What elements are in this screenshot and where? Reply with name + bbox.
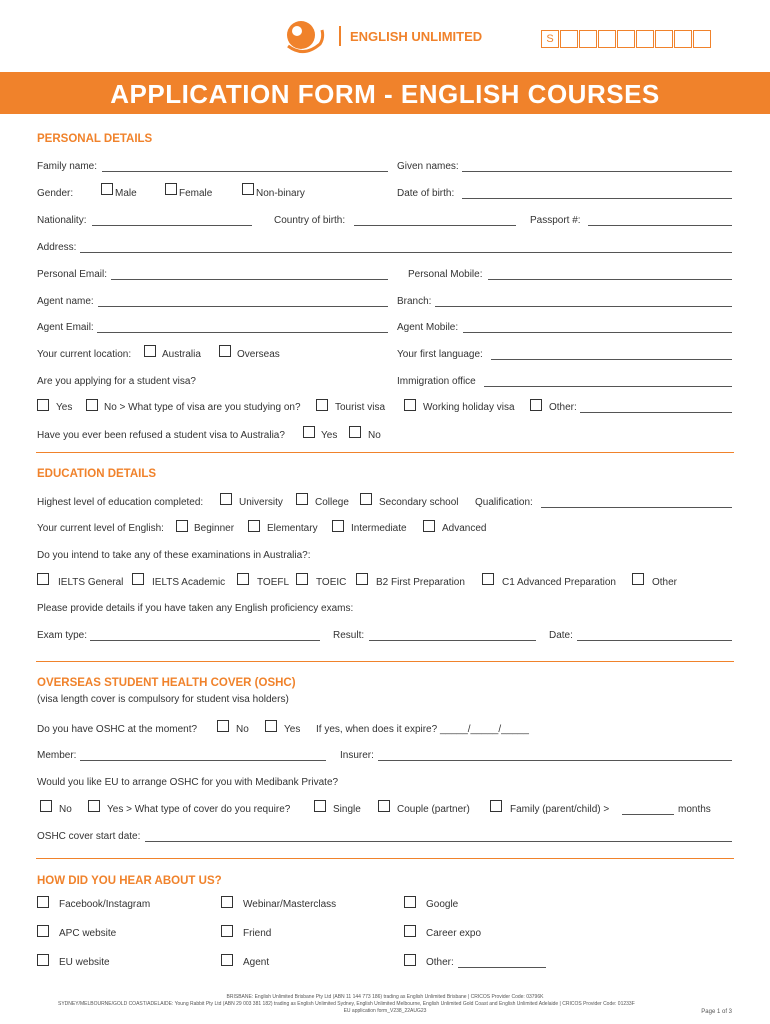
exam-type-label: Exam type: <box>37 630 88 641</box>
education-college-checkbox[interactable] <box>296 493 308 505</box>
hear-friend-checkbox[interactable] <box>221 925 233 937</box>
agent-email-field[interactable] <box>97 332 388 333</box>
mobile-label: Personal Mobile: <box>408 269 483 280</box>
mobile-field[interactable] <box>488 279 732 280</box>
student-id-box[interactable] <box>636 30 654 48</box>
hear-google-label: Google <box>426 899 459 910</box>
exam-toeic-checkbox[interactable] <box>296 573 308 585</box>
hear-webinar-checkbox[interactable] <box>221 896 233 908</box>
level-beginner-label: Beginner <box>194 523 235 534</box>
country-birth-label: Country of birth: <box>274 215 346 226</box>
title-banner <box>0 72 770 114</box>
months-field[interactable] <box>622 814 674 815</box>
hear-expo-checkbox[interactable] <box>404 925 416 937</box>
working-holiday-label: Working holiday visa <box>423 402 515 413</box>
hear-other-field[interactable] <box>458 967 546 968</box>
passport-field[interactable] <box>588 225 732 226</box>
email-label: Personal Email: <box>37 269 108 280</box>
hear-apc-label: APC website <box>59 928 117 939</box>
result-field[interactable] <box>369 640 536 641</box>
exam-b2-checkbox[interactable] <box>356 573 368 585</box>
visa-no-checkbox[interactable] <box>86 399 98 411</box>
hear-expo-label: Career expo <box>426 928 482 939</box>
immigration-field[interactable] <box>484 386 732 387</box>
visa-other-checkbox[interactable] <box>530 399 542 411</box>
level-advanced-label: Advanced <box>442 523 487 534</box>
agent-mobile-field[interactable] <box>463 332 732 333</box>
level-intermediate-checkbox[interactable] <box>332 520 344 532</box>
hear-other-label: Other: <box>426 957 454 968</box>
insurer-field[interactable] <box>378 760 732 761</box>
exam-other-checkbox[interactable] <box>632 573 644 585</box>
location-overseas-checkbox[interactable] <box>219 345 231 357</box>
exam-other-label: Other <box>652 577 678 588</box>
cover-single-label: Single <box>333 804 361 815</box>
level-advanced-checkbox[interactable] <box>423 520 435 532</box>
level-elementary-checkbox[interactable] <box>248 520 260 532</box>
education-college-label: College <box>315 497 349 508</box>
refused-no-checkbox[interactable] <box>349 426 361 438</box>
exams-question: Do you intend to take any of these examinations in Australia?: <box>37 550 311 561</box>
hear-eu-website-label: EU website <box>59 957 110 968</box>
branch-label: Branch: <box>397 296 432 307</box>
qualification-field[interactable] <box>541 507 732 508</box>
member-label: Member: <box>37 750 77 761</box>
hear-apc-checkbox[interactable] <box>37 925 49 937</box>
hear-facebook-label: Facebook/Instagram <box>59 899 151 910</box>
refused-yes-checkbox[interactable] <box>303 426 315 438</box>
nationality-field[interactable] <box>92 225 252 226</box>
hear-friend-label: Friend <box>243 928 272 939</box>
section-heading-personal: PERSONAL DETAILS <box>37 133 153 145</box>
hear-agent-label: Agent <box>243 957 270 968</box>
exam-ielts-academic-checkbox[interactable] <box>132 573 144 585</box>
section-divider <box>36 452 734 453</box>
refused-yes-label: Yes <box>321 430 338 441</box>
student-id-box[interactable] <box>579 30 597 48</box>
location-australia-checkbox[interactable] <box>144 345 156 357</box>
visa-yes-checkbox[interactable] <box>37 399 49 411</box>
arrange-yes-label: Yes > What type of cover do you require? <box>107 804 291 815</box>
immigration-label: Immigration office <box>397 376 476 387</box>
english-level-label: Your current level of English: <box>37 523 164 534</box>
exam-c1-label: C1 Advanced Preparation <box>502 577 616 588</box>
qualification-label: Qualification: <box>475 497 533 508</box>
hear-other-checkbox[interactable] <box>404 954 416 966</box>
level-intermediate-label: Intermediate <box>351 523 407 534</box>
student-id-box[interactable]: S <box>541 30 559 48</box>
address-label: Address: <box>37 242 77 253</box>
branch-field[interactable] <box>435 306 732 307</box>
exam-c1-checkbox[interactable] <box>482 573 494 585</box>
footer-line-1: BRISBANE: English Unlimited Brisbane Pty Ltd (ABN 11 144 773 186) trading as English Unlimited Brisbane | CRICOS Provider Code: 03796K <box>226 994 544 1000</box>
oshc-yes-label: Yes <box>284 724 301 735</box>
visa-other-label: Other: <box>549 402 577 413</box>
first-language-field[interactable] <box>491 359 732 360</box>
arrange-yes-checkbox[interactable] <box>88 800 100 812</box>
gender-female-label: Female <box>179 188 213 199</box>
oshc-have-question: Do you have OSHC at the moment? <box>37 724 198 735</box>
result-label: Result: <box>333 630 365 641</box>
date-label: Date: <box>549 630 573 641</box>
agent-name-field[interactable] <box>98 306 388 307</box>
gender-label: Gender: <box>37 188 74 199</box>
visa-other-field[interactable] <box>580 412 732 413</box>
agent-name-label: Agent name: <box>37 296 94 307</box>
working-holiday-checkbox[interactable] <box>404 399 416 411</box>
email-field[interactable] <box>111 279 388 280</box>
hear-facebook-checkbox[interactable] <box>37 896 49 908</box>
exam-toefl-checkbox[interactable] <box>237 573 249 585</box>
gender-nonbinary-checkbox[interactable] <box>242 183 254 195</box>
cover-couple-checkbox[interactable] <box>378 800 390 812</box>
highest-education-label: Highest level of education completed: <box>37 497 204 508</box>
section-divider <box>36 858 734 859</box>
gender-female-checkbox[interactable] <box>165 183 177 195</box>
oshc-no-checkbox[interactable] <box>217 720 229 732</box>
section-heading-education: EDUCATION DETAILS <box>37 468 157 480</box>
exam-b2-label: B2 First Preparation <box>376 577 465 588</box>
oshc-arrange-question: Would you like EU to arrange OSHC for you with Medibank Private? <box>37 777 339 788</box>
hear-eu-website-checkbox[interactable] <box>37 954 49 966</box>
hear-google-checkbox[interactable] <box>404 896 416 908</box>
cover-family-label: Family (parent/child) > <box>510 804 610 815</box>
tourist-visa-label: Tourist visa <box>335 402 386 413</box>
exam-ielts-academic-label: IELTS Academic <box>152 577 226 588</box>
exam-ielts-general-label: IELTS General <box>58 577 124 588</box>
gender-male-checkbox[interactable] <box>101 183 113 195</box>
page-number: Page 1 of 3 <box>701 1009 732 1015</box>
hear-agent-checkbox[interactable] <box>221 954 233 966</box>
logo-mark <box>284 16 328 56</box>
proficiency-question: Please provide details if you have taken any English proficiency exams: <box>37 603 354 614</box>
arrange-no-checkbox[interactable] <box>40 800 52 812</box>
exam-toefl-label: TOEFL <box>257 577 290 588</box>
gender-nonbinary-label: Non-binary <box>256 188 305 199</box>
oshc-no-label: No <box>236 724 249 735</box>
oshc-subheading: (visa length cover is compulsory for student visa holders) <box>37 694 289 705</box>
cover-family-checkbox[interactable] <box>490 800 502 812</box>
education-secondary-label: Secondary school <box>379 497 459 508</box>
education-university-checkbox[interactable] <box>220 493 232 505</box>
dob-field[interactable] <box>462 198 732 199</box>
location-australia-label: Australia <box>162 349 201 360</box>
tourist-visa-checkbox[interactable] <box>316 399 328 411</box>
oshc-start-label: OSHC cover start date: <box>37 831 141 842</box>
brand-name: ENGLISH UNLIMITED <box>350 29 483 44</box>
student-id-box[interactable] <box>598 30 616 48</box>
visa-yes-label: Yes <box>56 402 73 413</box>
cover-couple-label: Couple (partner) <box>397 804 470 815</box>
logo-divider <box>339 26 341 46</box>
section-divider <box>36 661 734 662</box>
level-beginner-checkbox[interactable] <box>176 520 188 532</box>
country-birth-field[interactable] <box>354 225 516 226</box>
footer-line-2: SYDNEY/MELBOURNE/GOLD COAST/ADELAIDE: Young Rabbit Pty Ltd (ABN 29 003 381 182) trading as English Unlimited Sydney, English Unlimited Melbourne, English Unlimited Gold Coast and English Unlimited Adelaide | CRICOS Provider Code: 01233F <box>58 1001 635 1007</box>
refused-no-label: No <box>368 430 381 441</box>
dob-label: Date of birth: <box>397 188 455 199</box>
exam-toeic-label: TOEIC <box>316 577 347 588</box>
cover-single-checkbox[interactable] <box>314 800 326 812</box>
visa-no-label: No > What type of visa are you studying on? <box>104 402 301 413</box>
date-field[interactable] <box>577 640 732 641</box>
passport-label: Passport #: <box>530 215 581 226</box>
education-secondary-checkbox[interactable] <box>360 493 372 505</box>
months-label: months <box>678 804 711 815</box>
given-names-field[interactable] <box>462 171 732 172</box>
oshc-yes-checkbox[interactable] <box>265 720 277 732</box>
member-field[interactable] <box>80 760 326 761</box>
hear-webinar-label: Webinar/Masterclass <box>243 899 337 910</box>
agent-mobile-label: Agent Mobile: <box>397 322 459 333</box>
oshc-expire-label: If yes, when does it expire? _____/_____/_____ <box>316 724 529 735</box>
exam-type-field[interactable] <box>90 640 320 641</box>
agent-email-label: Agent Email: <box>37 322 94 333</box>
student-id-box[interactable] <box>617 30 635 48</box>
family-name-field[interactable] <box>102 171 388 172</box>
address-field[interactable] <box>80 252 732 253</box>
gender-male-label: Male <box>115 188 137 199</box>
section-heading-hear: HOW DID YOU HEAR ABOUT US? <box>37 875 222 887</box>
location-label: Your current location: <box>37 349 132 360</box>
exam-ielts-general-checkbox[interactable] <box>37 573 49 585</box>
education-university-label: University <box>239 497 283 508</box>
insurer-label: Insurer: <box>340 750 374 761</box>
given-names-label: Given names: <box>397 161 459 172</box>
student-id-box[interactable] <box>560 30 578 48</box>
arrange-no-label: No <box>59 804 72 815</box>
section-heading-oshc: OVERSEAS STUDENT HEALTH COVER (OSHC) <box>37 677 296 689</box>
footer-line-3: EU application form_V238_22AUG23 <box>343 1008 427 1014</box>
student-id-box[interactable] <box>674 30 692 48</box>
first-language-label: Your first language: <box>397 349 483 360</box>
student-id-box[interactable] <box>655 30 673 48</box>
location-overseas-label: Overseas <box>237 349 280 360</box>
student-id-box[interactable] <box>693 30 711 48</box>
level-elementary-label: Elementary <box>267 523 318 534</box>
oshc-start-field[interactable] <box>145 841 732 842</box>
student-visa-question: Are you applying for a student visa? <box>37 376 196 387</box>
form-title: APPLICATION FORM - ENGLISH COURSES <box>110 79 660 109</box>
nationality-label: Nationality: <box>37 215 87 226</box>
refused-question: Have you ever been refused a student visa to Australia? <box>37 430 285 441</box>
family-name-label: Family name: <box>37 161 98 172</box>
